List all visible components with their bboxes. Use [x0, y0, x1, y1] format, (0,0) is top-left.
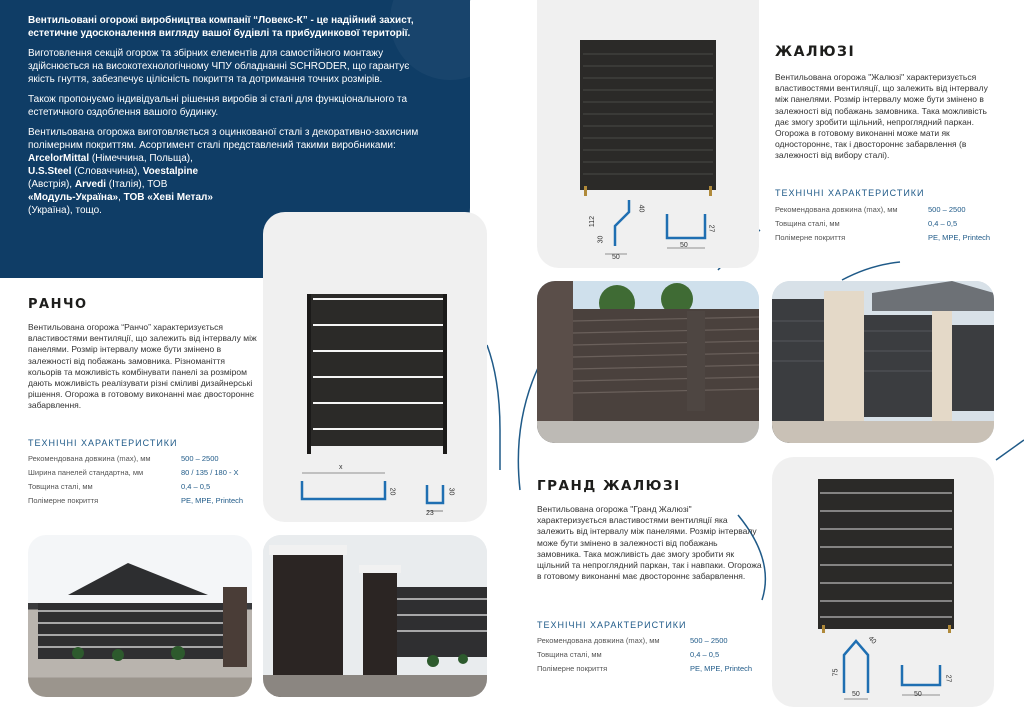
zhaluzi-spec-title: ТЕХНІЧНІ ХАРАКТЕРИСТИКИ — [775, 188, 925, 198]
steel-intro: Вентильована огорожа виготовляється з оцинкованої сталі з декоративно-захисним полімерним покриттям. Асортимент сталі представлений такими виробниками: — [28, 127, 419, 151]
spec-row — [537, 634, 752, 648]
spec-key: Полімерне покриття — [537, 664, 608, 673]
maker-us-steel-country: (Словаччина), — [71, 166, 143, 177]
rancho-photo-1-art — [28, 535, 252, 697]
grand-dim-27: 27 — [944, 674, 952, 683]
rancho-spec-table — [28, 452, 243, 508]
spec-key: Товщина сталі, мм — [28, 482, 93, 491]
grand-spec-title: ТЕХНІЧНІ ХАРАКТЕРИСТИКИ — [537, 620, 687, 630]
zhaluzi-dim-40: 40 — [637, 204, 645, 213]
maker-arvedi-country: (Італія), ТОВ — [106, 179, 168, 190]
hero-paragraph-equipment: Виготовлення секцій огорож та збірних елементів для самостійного монтажу здійснюється на високотехнологічному ЧПУ обладнанні SCHRODER, що гарантує якість гнуття, забезпечує цілісність покриття та дотримання точних розмірів. — [28, 48, 410, 85]
zhaluzi-title: ЖАЛЮЗІ — [775, 44, 856, 60]
spec-value: 500 – 2500 — [928, 205, 966, 214]
hero-paragraph-steel — [28, 126, 438, 217]
rancho-spec-title: ТЕХНІЧНІ ХАРАКТЕРИСТИКИ — [28, 438, 178, 448]
spec-value: 0,4 – 0,5 — [690, 650, 720, 659]
spec-row — [28, 466, 243, 480]
spec-key: Товщина сталі, мм — [775, 219, 840, 228]
zhaluzi-dim-27: 27 — [707, 224, 715, 233]
maker-sep: , — [118, 192, 124, 203]
spec-value: PE, MPE, Printech — [690, 664, 753, 673]
spec-value: 0,4 – 0,5 — [928, 219, 958, 228]
zhaluzi-dim-50b: 50 — [680, 242, 688, 249]
rancho-dim-x: x — [339, 464, 343, 471]
spec-value: PE, MPE, Printech — [181, 496, 244, 505]
hero-paragraph-solutions: Також пропонуємо індивідуальні рішення виробів зі сталі для функціонального та естетичного оздоблення вашого будинку. — [28, 94, 408, 118]
grand-dim-40: 40 — [866, 635, 878, 646]
zhaluzi-photo-1-art — [537, 281, 759, 443]
spec-key: Полімерне покриття — [28, 496, 99, 505]
spec-row — [775, 217, 990, 231]
maker-arcelormittal-country: (Німеччина, Польща), — [89, 153, 193, 164]
zhaluzi-product-card — [537, 0, 759, 268]
spec-value: 0,4 – 0,5 — [181, 482, 211, 491]
maker-voestalpine-country: (Австрія), — [28, 179, 75, 190]
grand-dim-75: 75 — [832, 668, 840, 677]
spec-row — [28, 480, 243, 494]
spec-key: Полімерне покриття — [775, 233, 846, 242]
grand-product-card — [772, 457, 994, 707]
zhaluzi-profile-drawing — [587, 198, 747, 260]
spec-value: PE, MPE, Printech — [928, 233, 991, 242]
grand-dim-50b: 50 — [914, 691, 922, 698]
spec-row — [28, 494, 243, 508]
rancho-title: РАНЧО — [28, 297, 88, 312]
zhaluzi-dim-50a: 50 — [612, 254, 620, 261]
maker-ukraine-country: (Україна), тощо. — [28, 205, 102, 216]
spec-key: Рекомендована довжина (max), мм — [537, 636, 660, 645]
rancho-product-card — [263, 212, 487, 522]
maker-hevi-metal: ТОВ «Хеві Метал» — [123, 192, 213, 203]
zhaluzi-photo-2 — [772, 281, 994, 443]
maker-arcelormittal: ArcelorMittal — [28, 153, 90, 164]
zhaluzi-photo-2-art — [772, 281, 994, 443]
rancho-dim-23: 23 — [426, 510, 434, 517]
spec-key: Ширина панелей стандартна, мм — [28, 468, 144, 477]
maker-arvedi: Arvedi — [74, 179, 106, 190]
spec-row — [775, 231, 990, 245]
rancho-dim-30: 30 — [447, 487, 455, 496]
maker-modul-ukraina: «Модуль-Україна» — [28, 192, 119, 203]
spec-key: Товщина сталі, мм — [537, 650, 602, 659]
grand-description: Вентильована огорожа "Гранд Жалюзі" характеризується властивостями вентиляції яка залежить від інтервалу між панелями. Розмір інтервалу може бути змінено в залежності від побажань замовника. Така можливість дає змогу зробити як щільний та непроглядний паркан, так і навпаки. Огорожа в готовому виконанні має двостороннє забарвлення. — [537, 504, 762, 582]
spec-value: 500 – 2500 — [181, 454, 219, 463]
zhaluzi-photo-1 — [537, 281, 759, 443]
zhaluzi-dim-112: 112 — [589, 215, 597, 228]
rancho-photo-2-art — [263, 535, 487, 697]
spec-value: 80 / 135 / 180 - Х — [181, 468, 239, 477]
zhaluzi-fence-image — [537, 0, 759, 200]
grand-spec-table — [537, 634, 752, 676]
spec-row — [537, 662, 752, 676]
grand-dim-50a: 50 — [852, 691, 860, 698]
spec-row — [28, 452, 243, 466]
hero-lead: Вентильовані огорожі виробництва компанії “Ловекс-К” - це надійний захист, естетичне удосконалення вигляду вашої будівлі та прибудинкової території. — [28, 15, 414, 39]
zhaluzi-spec-table — [775, 203, 990, 245]
maker-voestalpine: Voestalpine — [142, 166, 199, 177]
zhaluzi-description: Вентильована огорожа "Жалюзі" характеризується властивостями вентиляції, що залежить від інтервалу між панелями. Розмір інтервалу може бути змінено в залежності від побажань замовника. Така можливість дає змогу зробити щільний, непроглядний паркан. Огорожа в готовому виконанні може мати як одностороннє, так і двостороннє забарвлення (в залежності від вибору сталі). — [775, 72, 988, 161]
spec-row — [775, 203, 990, 217]
grand-title: ГРАНД ЖАЛЮЗІ — [537, 478, 681, 494]
rancho-photo-2 — [263, 535, 487, 697]
maker-us-steel: U.S.Steel — [28, 166, 72, 177]
rancho-description: Вентильована огорожа “Ранчо” характеризується властивостями вентиляції, що залежить від інтервалу між панелями. Розмір інтервалу може бути змінено в залежності від побажань замовника. Різноманіття кольорів та можливість комбінувати панелі за розміром дають можливість реалізувати різні сміливі дизайнерські рішення. Огорожа в готовому виконанні має двостороннє забарвлення. — [28, 322, 257, 411]
hero-text — [28, 14, 438, 224]
zhaluzi-dim-30: 30 — [597, 235, 605, 244]
spec-key: Рекомендована довжина (max), мм — [775, 205, 898, 214]
rancho-dim-20: 20 — [388, 487, 396, 496]
spec-key: Рекомендована довжина (max), мм — [28, 454, 151, 463]
grand-fence-image — [772, 457, 994, 637]
rancho-photo-1 — [28, 535, 252, 697]
spec-row — [537, 648, 752, 662]
spec-value: 500 – 2500 — [690, 636, 728, 645]
